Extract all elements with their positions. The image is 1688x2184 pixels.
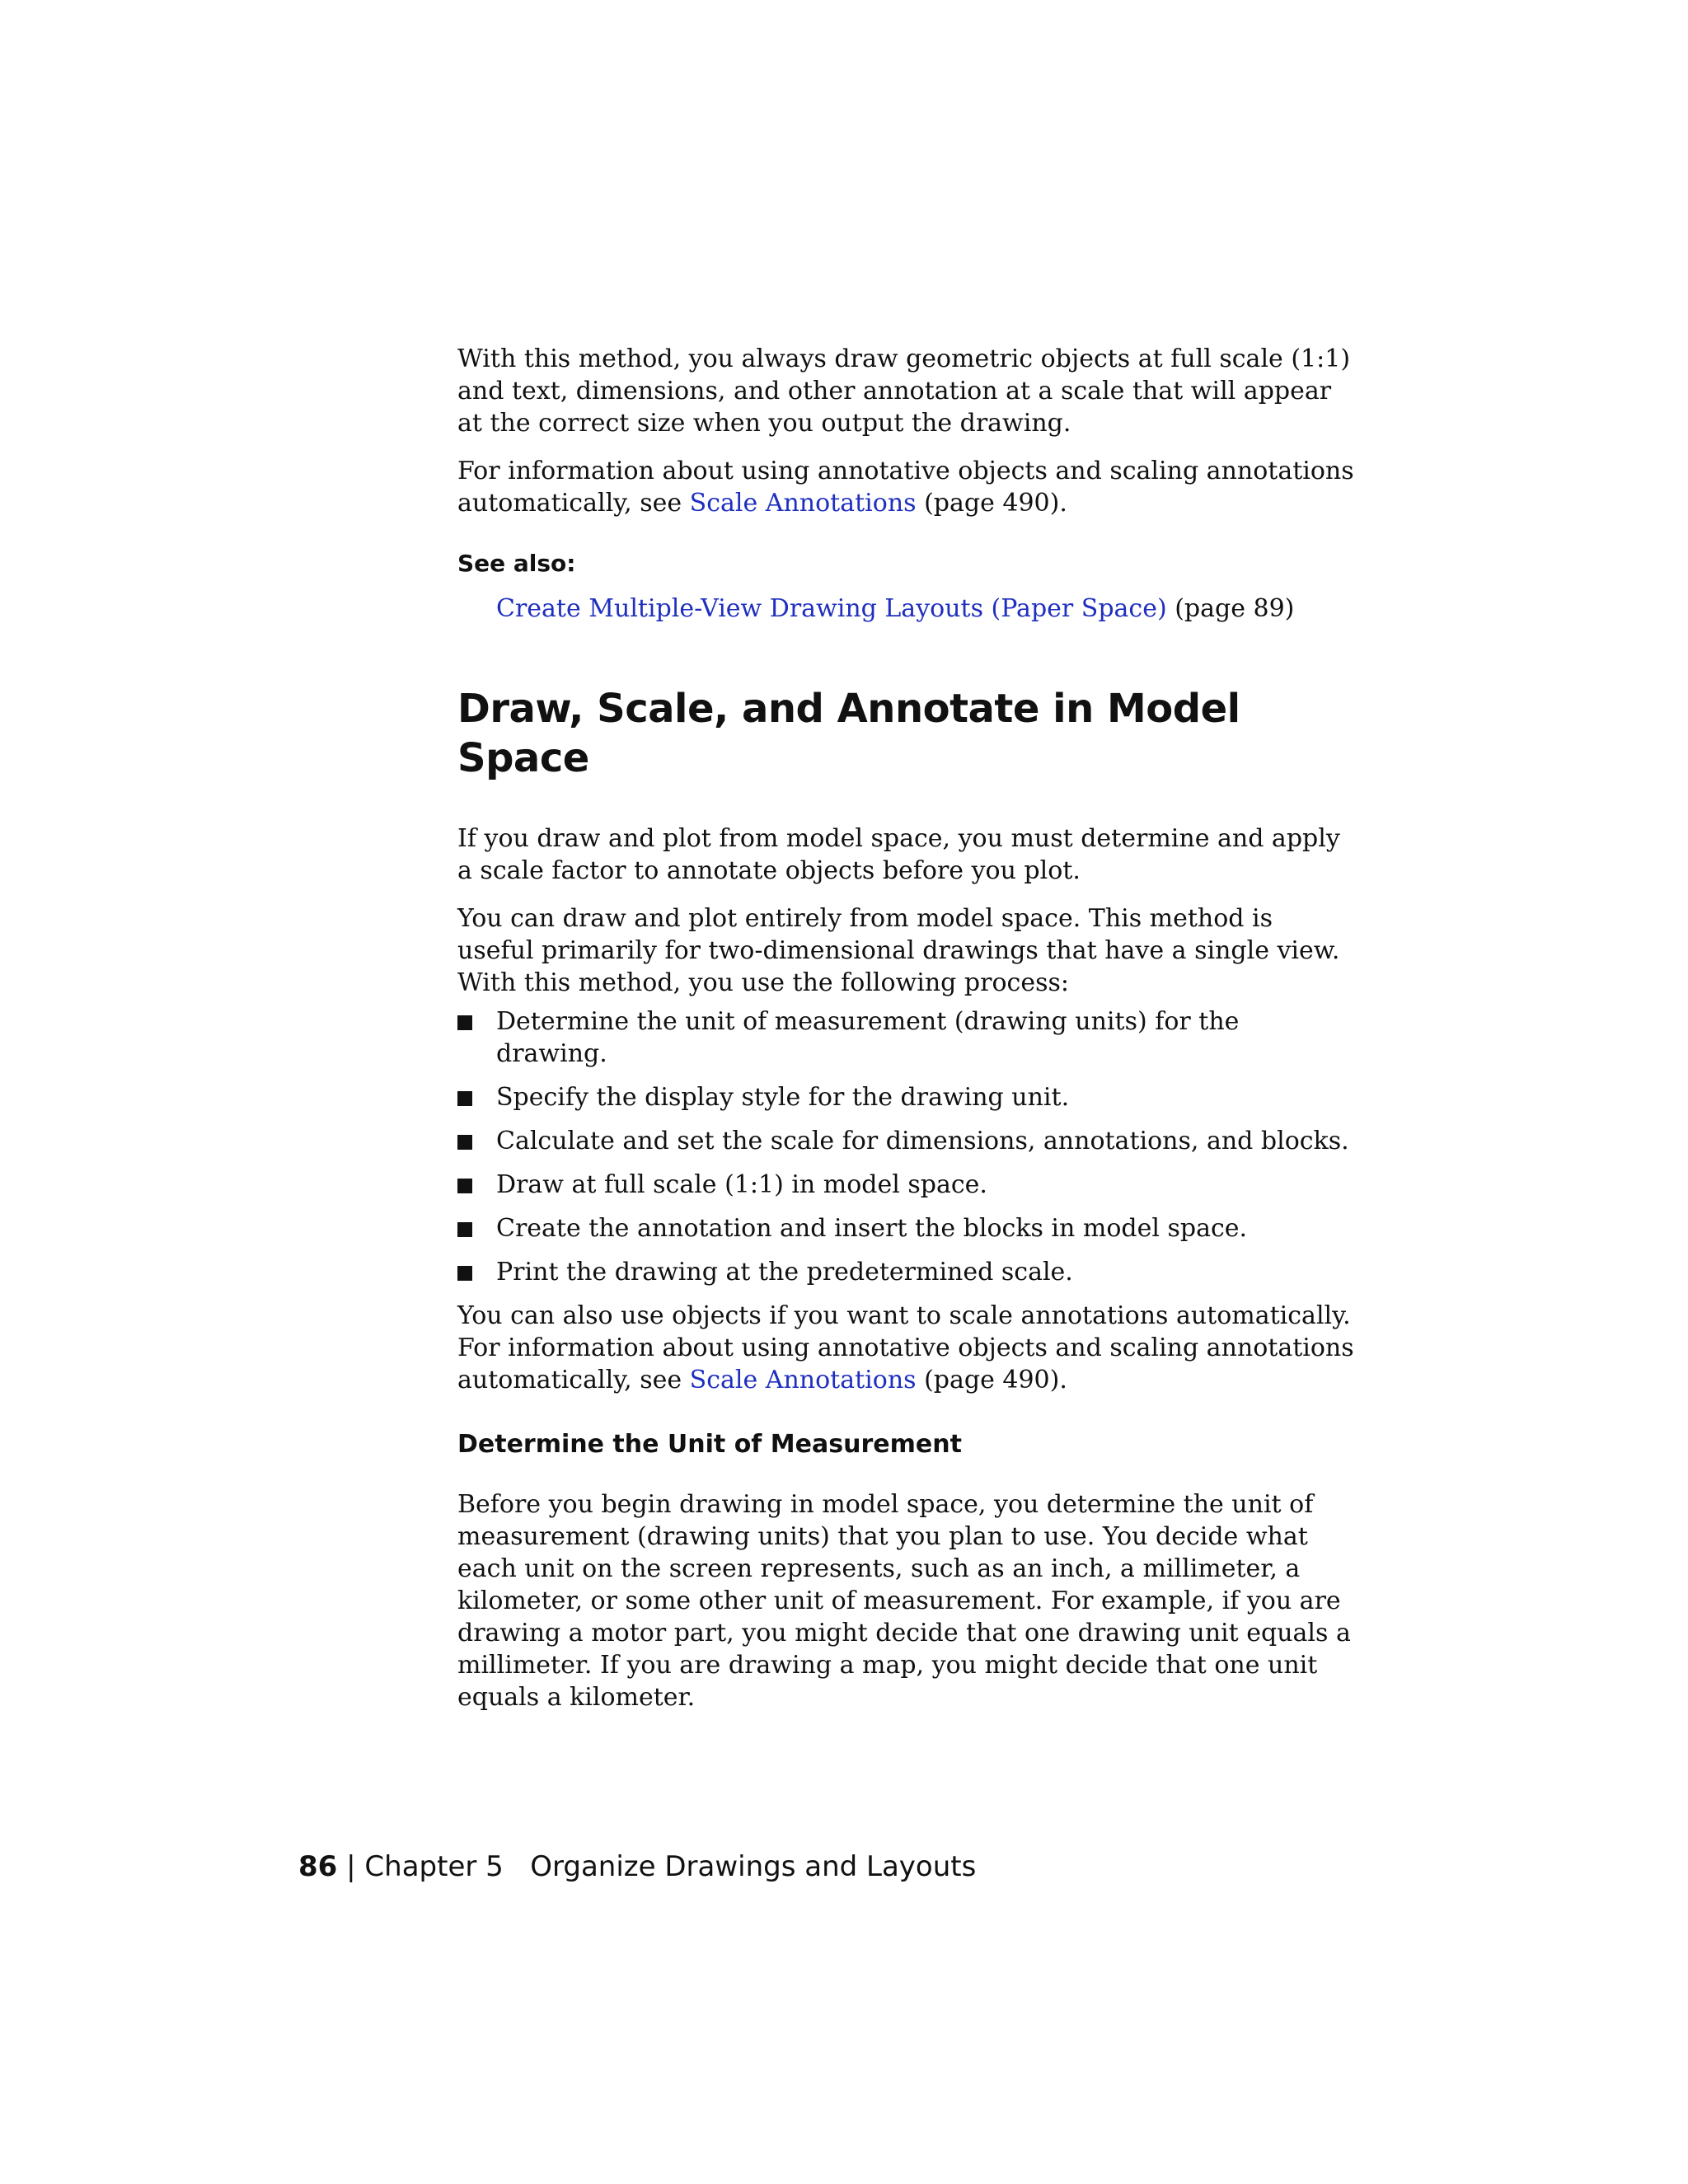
footer-gap	[504, 1850, 530, 1883]
text-column	[457, 343, 1356, 1729]
list-item-text: Draw at full scale (1:1) in model space.	[496, 1170, 987, 1199]
subsection-paragraph-1: Before you begin drawing in model space, you determine the unit of measurement (drawing units) that you plan to use. You decide what each unit on the screen represents, such as an inch, a millimeter, a kilometer, or some other unit of measurement. For example, if you are drawing a motor part, you might decide that one drawing unit equals a millimeter. If you are drawing a map, you might decide that one unit equals a kilometer.	[457, 1490, 1351, 1712]
section-paragraph-3	[457, 1300, 1356, 1396]
see-also-item	[496, 593, 1356, 625]
intro-paragraph-1: With this method, you always draw geometric objects at full scale (1:1) and text, dimensions, and other annotation at a scale that will appear at the correct size when you output the drawing.	[457, 344, 1351, 438]
see-also-page-ref: (page 89)	[1166, 594, 1295, 623]
intro-paragraph-2	[457, 455, 1356, 519]
footer-separator: |	[337, 1850, 365, 1883]
list-item	[457, 1169, 1356, 1201]
list-item	[457, 1081, 1356, 1113]
intro-paragraph-2-text: For information about using annotative objects and scaling annotations automatically, see	[457, 457, 1354, 518]
square-bullet-icon	[457, 1222, 472, 1237]
section-paragraph-3-text: You can also use objects if you want to scale annotations automatically. For information about using annotative objects and scaling annotations automatically, see	[457, 1301, 1354, 1394]
page-footer	[298, 1849, 976, 1885]
chapter-label: Chapter 5	[364, 1850, 504, 1883]
list-item	[457, 1212, 1356, 1244]
square-bullet-icon	[457, 1266, 472, 1281]
list-item	[457, 1125, 1356, 1157]
list-item-text: Specify the display style for the drawing unit.	[496, 1083, 1070, 1112]
list-item-text: Determine the unit of measurement (drawing units) for the drawing.	[496, 1007, 1240, 1068]
list-item-text: Print the drawing at the predetermined scale.	[496, 1258, 1073, 1286]
list-item	[457, 1256, 1356, 1288]
multiple-view-layouts-link[interactable]: Create Multiple-View Drawing Layouts (Paper Space)	[496, 594, 1167, 623]
list-item	[457, 1005, 1356, 1070]
square-bullet-icon	[457, 1015, 472, 1030]
see-also-label: See also:	[457, 550, 576, 577]
scale-annotations-link[interactable]: Scale Annotations	[689, 489, 917, 518]
page-number: 86	[298, 1850, 338, 1883]
list-item-text: Create the annotation and insert the blocks in model space.	[496, 1214, 1248, 1243]
section-paragraph-1: If you draw and plot from model space, you must determine and apply a scale factor to annotate objects before you plot.	[457, 824, 1340, 885]
list-item-text: Calculate and set the scale for dimensions, annotations, and blocks.	[496, 1127, 1349, 1155]
square-bullet-icon	[457, 1179, 472, 1193]
chapter-title: Organize Drawings and Layouts	[530, 1850, 977, 1883]
square-bullet-icon	[457, 1135, 472, 1150]
section-paragraph-3-page-ref: (page 490).	[916, 1366, 1067, 1394]
section-title: Draw, Scale, and Annotate in Model Space	[457, 686, 1240, 781]
square-bullet-icon	[457, 1091, 472, 1106]
process-list	[457, 1005, 1356, 1288]
subsection-title: Determine the Unit of Measurement	[457, 1430, 962, 1459]
section-paragraph-2: You can draw and plot entirely from model space. This method is useful primarily for two-dimensional drawings that have a single view. With this method, you use the following process:	[457, 904, 1340, 997]
scale-annotations-link-2[interactable]: Scale Annotations	[689, 1366, 917, 1394]
intro-paragraph-2-page-ref: (page 490).	[916, 489, 1067, 518]
